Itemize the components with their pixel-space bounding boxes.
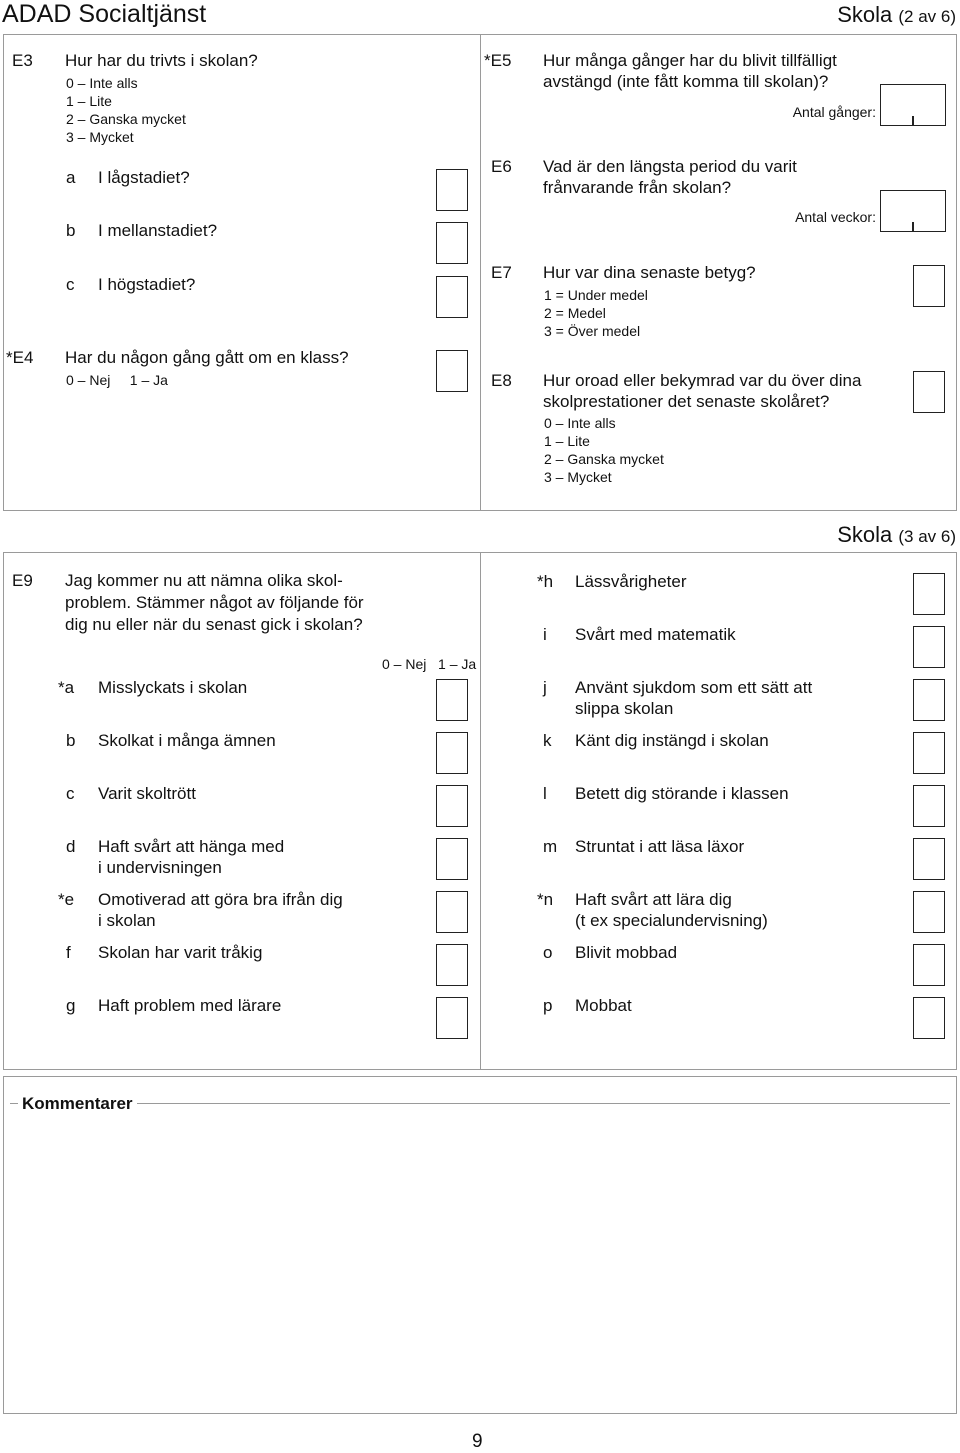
number-box[interactable] bbox=[880, 190, 946, 232]
answer-box[interactable] bbox=[436, 350, 468, 392]
comments-area[interactable] bbox=[3, 1076, 957, 1414]
answer-box[interactable] bbox=[436, 679, 468, 721]
item-letter: c bbox=[66, 784, 75, 803]
option: 0 – Inte alls bbox=[66, 75, 138, 91]
question-text: Hur oroad eller bekymrad var du över dina bbox=[543, 371, 862, 390]
answer-box[interactable] bbox=[436, 891, 468, 933]
question-code: E7 bbox=[491, 263, 512, 282]
comments-rule bbox=[10, 1103, 950, 1104]
number-box[interactable] bbox=[880, 84, 946, 126]
item-label: Blivit mobbad bbox=[575, 943, 678, 962]
question-code: *E5 bbox=[484, 51, 512, 70]
item-label: Använt sjukdom som ett sätt att bbox=[575, 678, 813, 697]
item-label: I högstadiet? bbox=[98, 275, 196, 294]
item-label: Skolan har varit tråkig bbox=[98, 943, 263, 962]
item-letter: f bbox=[66, 943, 71, 962]
item-letter: *a bbox=[58, 678, 75, 697]
item-label: Varit skoltrött bbox=[98, 784, 196, 803]
option: 2 – Ganska mycket bbox=[544, 451, 664, 467]
item-label: Skolkat i många ämnen bbox=[98, 731, 276, 750]
item-label: Struntat i att läsa läxor bbox=[575, 837, 745, 856]
item-letter: p bbox=[543, 996, 553, 1015]
question-text: Hur var dina senaste betyg? bbox=[543, 263, 756, 282]
question-text: problem. Stämmer något av följande för bbox=[65, 593, 364, 612]
item-letter: *n bbox=[537, 890, 554, 909]
item-letter: b bbox=[66, 221, 76, 240]
item-label: i undervisningen bbox=[98, 858, 222, 877]
answer-box[interactable] bbox=[436, 169, 468, 211]
column-divider bbox=[480, 552, 481, 1070]
item-letter: g bbox=[66, 996, 76, 1015]
comments-title: Kommentarer bbox=[18, 1094, 137, 1114]
question-text: Har du någon gång gått om en klass? bbox=[65, 348, 349, 367]
item-letter: o bbox=[543, 943, 553, 962]
answer-box[interactable] bbox=[436, 276, 468, 318]
item-letter: m bbox=[543, 837, 558, 856]
answer-box[interactable] bbox=[436, 838, 468, 880]
option: 3 – Mycket bbox=[544, 469, 612, 485]
scale-label: 0 – Nej 1 – Ja bbox=[382, 656, 477, 672]
option: 2 = Medel bbox=[544, 305, 606, 321]
item-label: I mellanstadiet? bbox=[98, 221, 218, 240]
option: 3 = Över medel bbox=[544, 323, 641, 339]
question-text: frånvarande från skolan? bbox=[543, 178, 732, 197]
unit-label: Antal gånger: bbox=[792, 104, 876, 120]
item-label: Misslyckats i skolan bbox=[98, 678, 248, 697]
answer-box[interactable] bbox=[913, 944, 945, 986]
section-name: Skola bbox=[837, 522, 893, 547]
item-letter: b bbox=[66, 731, 76, 750]
column-divider bbox=[480, 34, 481, 511]
option: 0 – Nej 1 – Ja bbox=[66, 372, 168, 388]
answer-box[interactable] bbox=[436, 997, 468, 1039]
answer-box[interactable] bbox=[436, 732, 468, 774]
item-label: Lässvårigheter bbox=[575, 572, 687, 591]
question-code: *E4 bbox=[6, 348, 34, 367]
item-letter: *h bbox=[537, 572, 554, 591]
question-text: Hur har du trivts i skolan? bbox=[65, 51, 258, 70]
option: 2 – Ganska mycket bbox=[66, 111, 186, 127]
section-title-2 bbox=[837, 522, 956, 548]
question-text: Hur många gånger har du blivit tillfälligt bbox=[543, 51, 837, 70]
answer-box[interactable] bbox=[436, 944, 468, 986]
question-text: dig nu eller när du senast gick i skolan? bbox=[65, 615, 363, 634]
item-label: Haft svårt att lära dig bbox=[575, 890, 732, 909]
answer-box[interactable] bbox=[913, 626, 945, 668]
question-text: Vad är den längsta period du varit bbox=[543, 157, 797, 176]
item-letter: c bbox=[66, 275, 75, 294]
section-title bbox=[837, 2, 956, 28]
answer-box[interactable] bbox=[436, 785, 468, 827]
item-label: (t ex specialundervisning) bbox=[575, 911, 768, 930]
section-name: Skola bbox=[837, 2, 893, 27]
org-title: ADAD Socialtjänst bbox=[2, 0, 207, 28]
option: 1 – Lite bbox=[544, 433, 590, 449]
item-label: Känt dig instängd i skolan bbox=[575, 731, 769, 750]
item-label: Haft svårt att hänga med bbox=[98, 837, 285, 856]
question-code: E9 bbox=[12, 571, 33, 590]
question-code: E8 bbox=[491, 371, 512, 390]
unit-label: Antal veckor: bbox=[795, 209, 876, 225]
option: 1 – Lite bbox=[66, 93, 112, 109]
answer-box[interactable] bbox=[913, 997, 945, 1039]
item-letter: k bbox=[543, 731, 552, 750]
question-code: E3 bbox=[12, 51, 33, 70]
item-label: slippa skolan bbox=[575, 699, 674, 718]
question-text: skolprestationer det senaste skolåret? bbox=[543, 392, 830, 411]
section-part: (2 av 6) bbox=[898, 7, 956, 26]
answer-box[interactable] bbox=[913, 679, 945, 721]
item-label: i skolan bbox=[98, 911, 156, 930]
question-text: avstängd (inte fått komma till skolan)? bbox=[543, 72, 829, 91]
item-label: Svårt med matematik bbox=[575, 625, 736, 644]
item-letter: j bbox=[543, 678, 547, 697]
section-part: (3 av 6) bbox=[898, 527, 956, 546]
item-letter: d bbox=[66, 837, 76, 856]
answer-box[interactable] bbox=[913, 371, 945, 413]
answer-box[interactable] bbox=[913, 838, 945, 880]
item-letter: *e bbox=[58, 890, 75, 909]
question-code: E6 bbox=[491, 157, 512, 176]
item-label: Mobbat bbox=[575, 996, 632, 1015]
answer-box[interactable] bbox=[913, 785, 945, 827]
item-label: I lågstadiet? bbox=[98, 168, 190, 187]
item-label: Omotiverad att göra bra ifrån dig bbox=[98, 890, 343, 909]
answer-box[interactable] bbox=[913, 891, 945, 933]
item-letter: a bbox=[66, 168, 76, 187]
answer-box[interactable] bbox=[913, 573, 945, 615]
option: 0 – Inte alls bbox=[544, 415, 616, 431]
option: 3 – Mycket bbox=[66, 129, 134, 145]
question-text: Jag kommer nu att nämna olika skol- bbox=[65, 571, 343, 590]
answer-box[interactable] bbox=[436, 222, 468, 264]
answer-box[interactable] bbox=[913, 265, 945, 307]
page-number: 9 bbox=[472, 1431, 483, 1452]
item-letter: i bbox=[543, 625, 547, 644]
item-label: Haft problem med lärare bbox=[98, 996, 282, 1015]
answer-box[interactable] bbox=[913, 732, 945, 774]
item-label: Betett dig störande i klassen bbox=[575, 784, 789, 803]
item-letter: l bbox=[543, 784, 547, 803]
option: 1 = Under medel bbox=[544, 287, 648, 303]
